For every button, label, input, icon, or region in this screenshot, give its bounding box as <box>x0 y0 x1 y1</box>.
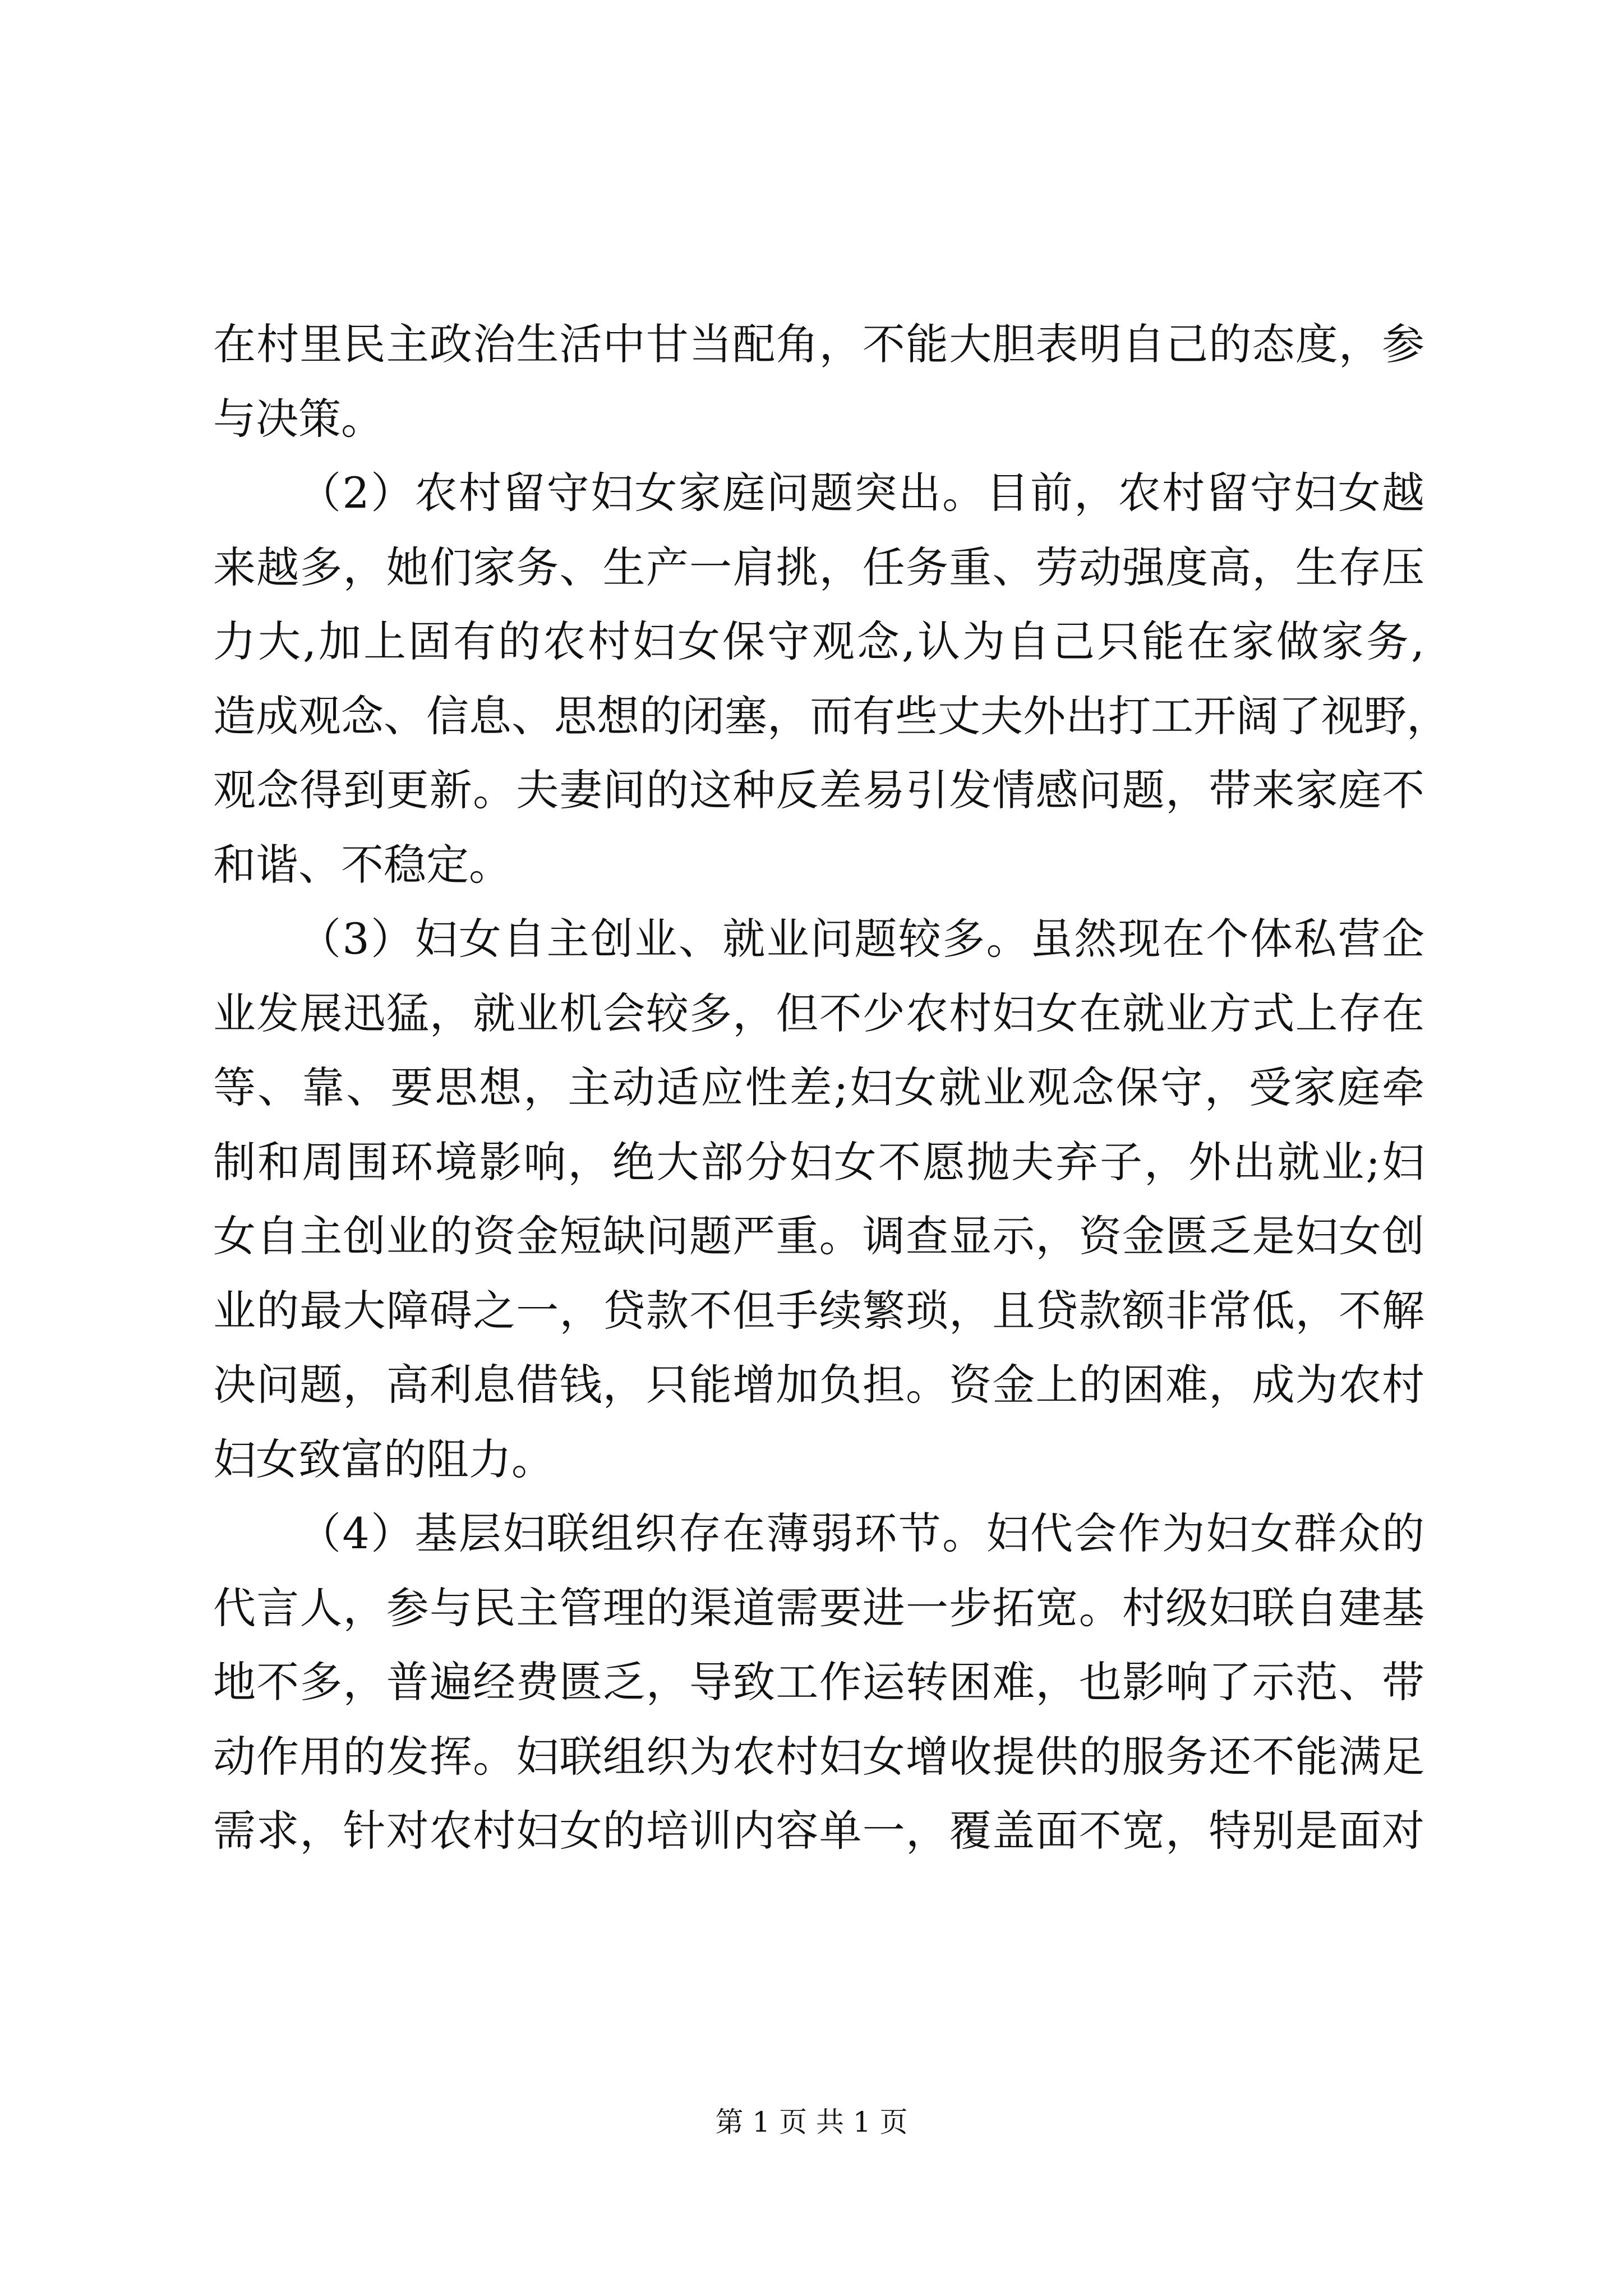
document-body <box>213 307 1449 1869</box>
text-line: 和谐、不稳定。 <box>213 839 511 890</box>
paragraph-3 <box>213 902 1424 1497</box>
text-line: 业发展迅猛，就业机会较多，但不少农村妇女在就业方式上存在 <box>213 988 1424 1038</box>
text-line: （4）基层妇联组织存在薄弱环节。妇代会作为妇女群众的 <box>298 1508 1424 1558</box>
page-number-footer: 第 1 页 共 1 页 <box>715 2106 908 2138</box>
text-line: 地不多，普遍经费匮乏，导致工作运转困难，也影响了示范、带 <box>213 1657 1424 1707</box>
paragraph-4 <box>213 1497 1424 1869</box>
text-line: 等、靠、要思想，主动适应性差;妇女就业观念保守，受家庭牵 <box>213 1062 1424 1112</box>
text-line: 制和周围环境影响，绝大部分妇女不愿抛夫弃子，外出就业;妇 <box>213 1137 1424 1187</box>
text-line: 决问题，高利息借钱，只能增加负担。资金上的困难，成为农村 <box>213 1360 1424 1410</box>
text-line: （2）农村留守妇女家庭问题突出。目前，农村留守妇女越 <box>298 468 1424 518</box>
text-line: 与决策。 <box>213 393 384 444</box>
text-line: 代言人，参与民主管理的渠道需要进一步拓宽。村级妇联自建基 <box>213 1582 1424 1633</box>
text-line: 动作用的发挥。妇联组织为农村妇女增收提供的服务还不能满足 <box>213 1731 1424 1782</box>
text-line: 女自主创业的资金短缺问题严重。调查显示，资金匮乏是妇女创 <box>213 1211 1424 1261</box>
text-line: （3）妇女自主创业、就业问题较多。虽然现在个体私营企 <box>298 914 1424 964</box>
text-line: 需求，针对农村妇女的培训内容单一，覆盖面不宽，特别是面对 <box>213 1806 1424 1856</box>
text-line: 来越多，她们家务、生产一肩挑，任务重、劳动强度高，生存压 <box>213 542 1424 592</box>
paragraph-2 <box>213 456 1449 902</box>
text-line: 力大,加上固有的农村妇女保守观念,认为自己只能在家做家务, <box>213 616 1424 666</box>
text-line: 观念得到更新。夫妻间的这种反差易引发情感问题，带来家庭不 <box>213 765 1424 815</box>
text-line: 妇女致富的阻力。 <box>213 1434 554 1484</box>
text-line: 业的最大障碍之一，贷款不但手续繁琐，且贷款额非常低，不解 <box>213 1285 1424 1336</box>
text-line: 造成观念、信息、思想的闭塞，而有些丈夫外出打工开阔了视野， <box>213 691 1449 741</box>
text-line: 在村里民主政治生活中甘当配角，不能大胆表明自己的态度，参 <box>213 319 1424 369</box>
paragraph-1 <box>213 307 1424 456</box>
